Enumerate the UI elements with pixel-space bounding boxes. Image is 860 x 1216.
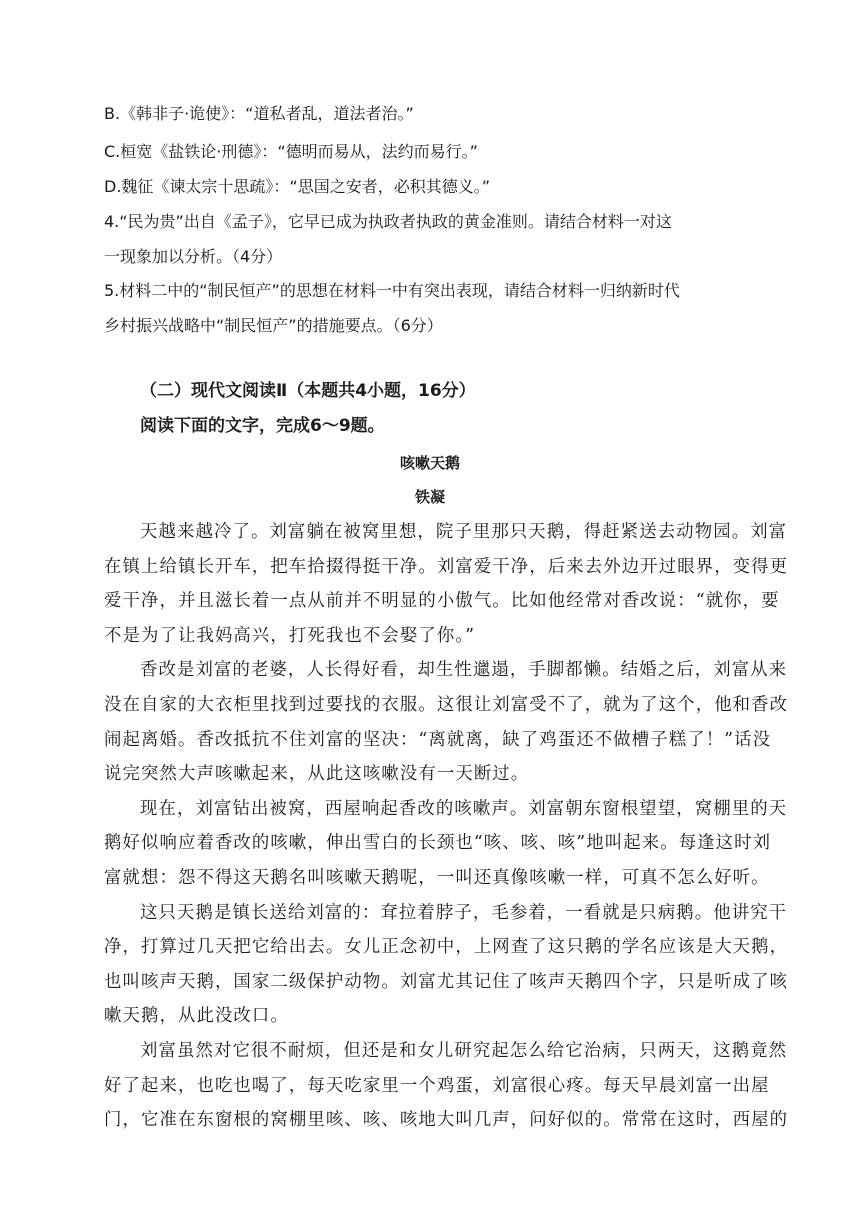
section-heading: （二）现代文阅读Ⅱ（本题共4小题，16分） <box>140 381 476 401</box>
question-4-line-2: 一现象加以分析。（4分） <box>104 247 283 266</box>
story-line: 这只天鹅是镇长送给刘富的：耷拉着脖子，毛参着，一看就是只病鹅。他讲究干 <box>140 902 788 923</box>
question-5-line-1: 5.材料二中的“制民恒产”的思想在材料一中有突出表现，请结合材料一归纳新时代 <box>104 281 680 300</box>
story-line: 鹅好似响应着香改的咳嗽，伸出雪白的长颈也“咳、咳、咳”地叫起来。每逢这时刘 <box>104 833 772 854</box>
story-line: 在镇上给镇长开车，把车拾掇得挺干净。刘富爱干净，后来去外边开过眼界，变得更 <box>104 556 789 577</box>
story-line: 门，它准在东窗根的窝棚里咳、咳、咳地大叫几声，问好似的。常常在这时，西屋的 <box>104 1110 789 1131</box>
story-line: 爱干净，并且滋长着一点从前并不明显的小傲气。比如他经常对香改说：“就你，要 <box>104 591 780 612</box>
story-line: 净，打算过几天把它给出去。女儿正念初中，上网查了这只鹅的学名应该是大天鹅， <box>104 937 789 958</box>
story-line: 好了起来，也吃也喝了，每天吃家里一个鸡蛋，刘富很心疼。每天早晨刘富一出屋 <box>104 1075 770 1096</box>
story-line: 嗽天鹅，从此没改口。 <box>104 1006 289 1027</box>
section-instruction: 阅读下面的文字，完成6～9题。 <box>140 416 385 436</box>
option-c: C.桓宽《盐铁论·刑德》：“德明而易从，法约而易行。” <box>104 142 478 161</box>
option-d: D.魏征《谏太宗十思疏》：“思国之安者，必积其德义。” <box>104 177 490 196</box>
option-b: B.《韩非子·诡使》：“道私者乱，道法者治。” <box>104 104 414 123</box>
story-line: 富就想：怨不得这天鹅名叫咳嗽天鹅呢，一叫还真像咳嗽一样，可真不怎么好听。 <box>104 868 770 888</box>
story-line: 说完突然大声咳嗽起来，从此这咳嗽没有一天断过。 <box>104 764 530 785</box>
story-title: 咳嗽天鹅 <box>399 454 460 472</box>
story-author: 铁凝 <box>414 488 445 506</box>
story-line: 也叫咳声天鹅，国家二级保护动物。刘富尤其记住了咳声天鹅四个字，只是听成了咳 <box>104 971 789 992</box>
story-line: 刘富虽然对它很不耐烦，但还是和女儿研究起怎么给它治病，只两天，这鹅竟然 <box>140 1041 788 1061</box>
story-line: 天越来越冷了。刘富躺在被窝里想，院子里那只天鹅，得赶紧送去动物园。刘富 <box>140 522 788 542</box>
story-line: 现在，刘富钻出被窝，西屋响起香改的咳嗽声。刘富朝东窗根望望，窝棚里的天 <box>140 798 788 819</box>
question-5-line-2: 乡村振兴战略中“制民恒产”的措施要点。（6分） <box>104 316 443 335</box>
story-line: 不是为了让我妈高兴，打死我也不会娶了你。” <box>104 625 476 646</box>
story-line: 没在自家的大衣柜里找到过要找的衣服。这很让刘富受不了，就为了这个，他和香改 <box>104 695 789 715</box>
story-line: 闹起离婚。香改抵抗不住刘富的坚决：“离就离，缺了鸡蛋还不做槽子糕了！”话没 <box>104 729 772 750</box>
story-line: 香改是刘富的老婆，人长得好看，却生性邋遢，手脚都懒。结婚之后，刘富从来 <box>140 660 788 681</box>
question-4-line-1: 4.“民为贵”出自《孟子》，它早已成为执政者执政的黄金准则。请结合材料一对这 <box>104 212 672 231</box>
